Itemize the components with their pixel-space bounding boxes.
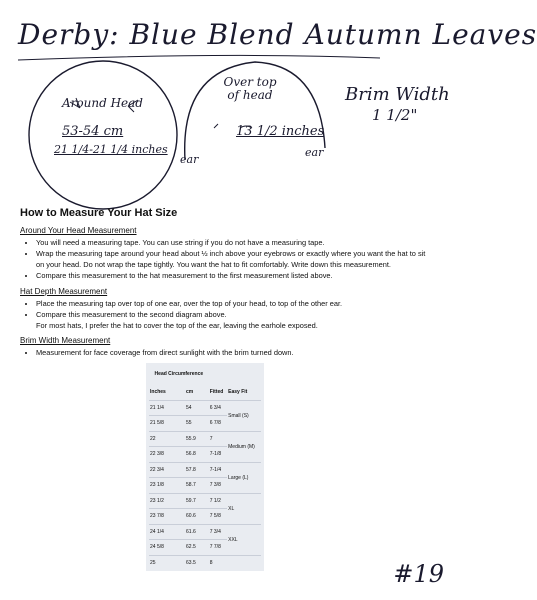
cell-cm: 59.7	[185, 493, 209, 509]
cell-inches: 24 1/4	[149, 524, 185, 540]
cell-inches: 22	[149, 431, 185, 447]
cell-inches: 23 1/2	[149, 493, 185, 509]
hat-depth-section	[20, 287, 450, 331]
cell-easy-fit: Medium (M)	[227, 431, 261, 462]
cell-cm: 56.8	[185, 447, 209, 463]
cell-cm: 55.9	[185, 431, 209, 447]
subheading: Around Your Head Measurement	[20, 226, 137, 235]
brim-width-value: 1 1/2"	[372, 106, 418, 124]
cell-cm: 60.6	[185, 509, 209, 525]
col-header-easy-fit: Easy Fit	[228, 389, 248, 396]
over-top-label: Over top of head	[223, 75, 277, 102]
cell-fitted: 7 3/8	[209, 478, 227, 494]
cell-inches: 22 3/4	[149, 462, 185, 478]
section-heading: How to Measure Your Hat Size	[20, 207, 178, 219]
size-table	[149, 363, 261, 570]
cell-fitted: 7 7/8	[209, 540, 227, 556]
cell-inches: 25	[149, 555, 185, 570]
col-header-cm: cm	[186, 389, 194, 396]
table-row	[149, 400, 261, 416]
col-header-inches: Inches	[150, 389, 166, 396]
page-title: Derby: Blue Blend Autumn Leaves	[18, 18, 537, 51]
cell-easy-fit	[227, 555, 261, 570]
table-row	[149, 431, 261, 447]
brim-width-section	[20, 336, 450, 358]
subheading: Hat Depth Measurement	[20, 287, 108, 296]
bullet: • Measurement for face coverage from direct sunlight with the brim turned down.	[36, 347, 450, 358]
bullet: • Place the measuring tap over top of one ear, over the top of your head, to top of the other ear.	[36, 298, 450, 309]
group-header: Head Circumference	[154, 371, 204, 377]
cell-inches: 23 1/8	[149, 478, 185, 494]
cell-cm: 63.5	[185, 555, 209, 570]
head-inches-value: 21 1/4-21 1/4 inches	[54, 143, 168, 156]
cell-cm: 54	[185, 400, 209, 416]
cell-cm: 58.7	[185, 478, 209, 494]
table-row	[149, 524, 261, 540]
cell-cm: 62.5	[185, 540, 209, 556]
around-head-label: Around Head	[62, 96, 143, 110]
cell-fitted: 8	[209, 555, 227, 570]
bullet: • Wrap the measuring tape around your head about ½ inch above your eyebrows or exactly where you want the hat to sit on your head. Do not wrap the tape tightly. You want the hat to fit comfortably. Write down this measurement.	[36, 248, 450, 270]
cell-easy-fit: Small (S)	[227, 400, 261, 431]
cell-fitted: 6 3/4	[209, 400, 227, 416]
subheading: Brim Width Measurement	[20, 336, 111, 345]
cell-cm: 61.6	[185, 524, 209, 540]
cell-easy-fit: XL	[227, 493, 261, 524]
cell-fitted: 7-1/8	[209, 447, 227, 463]
cell-fitted: 7 5/8	[209, 509, 227, 525]
bullet: • You will need a measuring tape. You can use string if you do not have a measuring tape.	[36, 237, 450, 248]
cell-fitted: 7	[209, 431, 227, 447]
page-number: #19	[393, 560, 444, 588]
cell-cm: 57.8	[185, 462, 209, 478]
cell-inches: 23 7/8	[149, 509, 185, 525]
cell-easy-fit: Large (L)	[227, 462, 261, 493]
cell-fitted: 7-1/4	[209, 462, 227, 478]
over-top-value: 13 1/2 inches	[236, 124, 325, 139]
bullet: • Compare this measurement to the second diagram above. For most hats, I prefer the hat to cover the top of the ear, leaving the earhole exposed.	[36, 309, 450, 331]
bullet: • Compare this measurement to the hat measurement to the first measurement listed above.	[36, 270, 450, 281]
cell-inches: 24 5/8	[149, 540, 185, 556]
cell-easy-fit: XXL	[227, 524, 261, 555]
table-row	[149, 555, 261, 570]
around-head-section	[20, 226, 450, 281]
cell-fitted: 6 7/8	[209, 416, 227, 432]
col-header-fitted: Fitted	[209, 389, 224, 396]
cell-inches: 21 5/8	[149, 416, 185, 432]
cell-cm: 55	[185, 416, 209, 432]
brim-width-label: Brim Width	[345, 84, 450, 105]
cell-fitted: 7 1/2	[209, 493, 227, 509]
ear-right-label: ear	[305, 146, 324, 159]
size-chart	[146, 363, 264, 571]
cell-inches: 22 3/8	[149, 447, 185, 463]
table-row	[149, 493, 261, 509]
cell-inches: 21 1/4	[149, 400, 185, 416]
table-row	[149, 462, 261, 478]
cell-fitted: 7 3/4	[209, 524, 227, 540]
head-cm-value: 53-54 cm	[62, 124, 124, 139]
ear-left-label: ear	[180, 153, 199, 166]
